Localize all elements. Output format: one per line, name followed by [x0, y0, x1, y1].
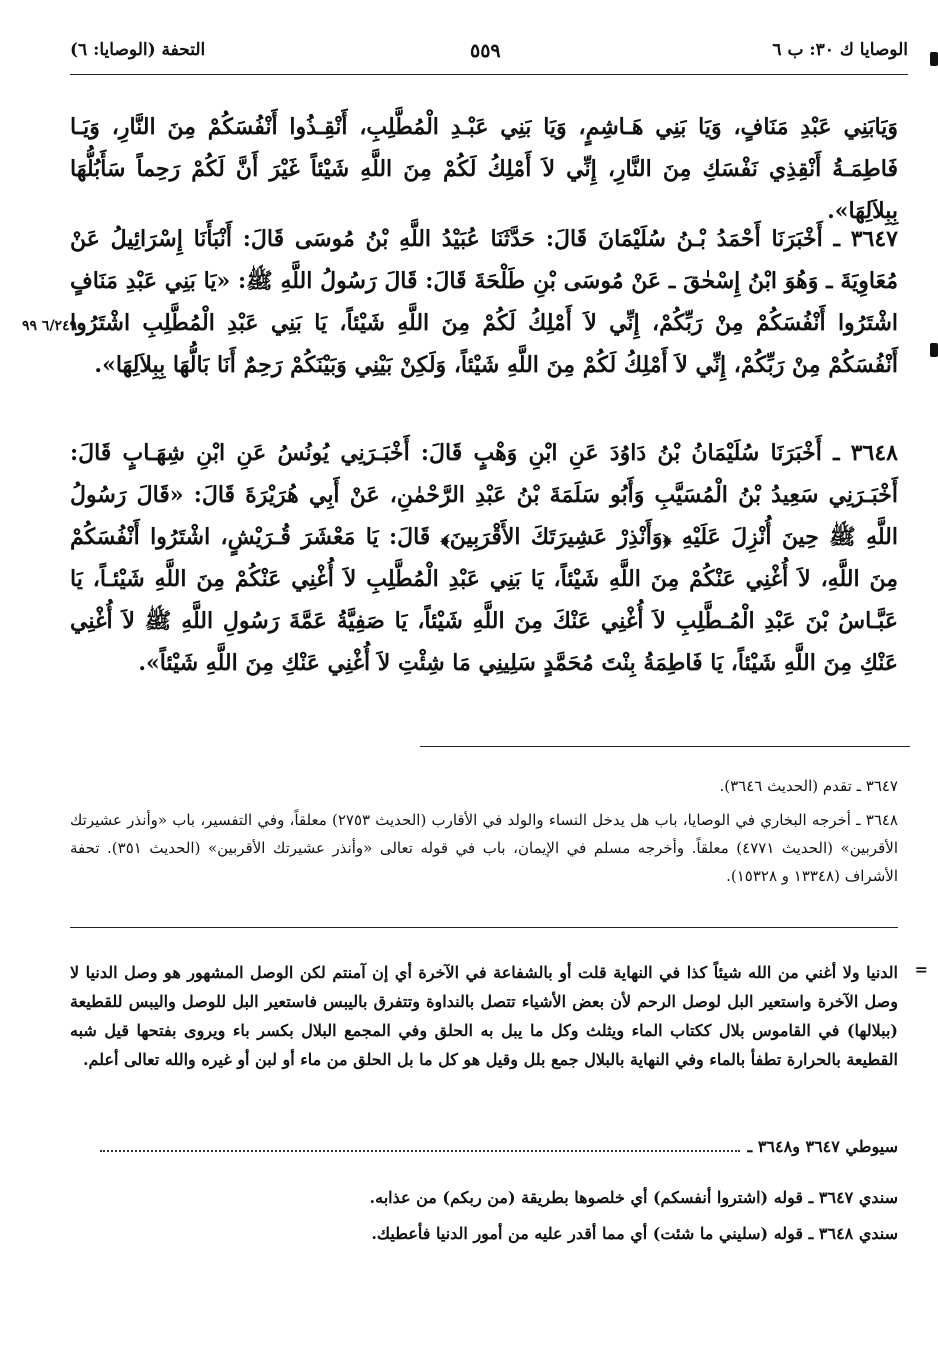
margin-reference: ٦/٢٤٩ ٩٩	[22, 318, 78, 334]
commentary-separator	[70, 927, 898, 928]
header-chapter: الوصايا ك ٣٠: ب ٦	[772, 40, 908, 60]
commentary-text: الدنيا ولا أغني من الله شيئاً كذا في النهاية قلت أو بالشفاعة في الآخرة أي إن آمنتم لكن الوصل المشهور هو وصل الدنيا لا وصل الآخرة واستعير البل لوصل الرحم لأن بعض الأشياء تتصل بالنداوة وتتفرق باليبس فاستعير البل للوصل واليبس للقطيعة (ببلالها) في القاموس بلال ككتاب الماء ويثلث وكل ما يبل به الحلق وفي المجمع البلال بكسر باء ويروى بفتحها قيل شبه القطيعة بالحرارة تطفأ بالماء وفي النهاية بالبلال جمع بلل وقيل هو كل ما بل الحلق من ماء أو لبن أو غيره والله تعالى أعلم.	[70, 963, 899, 1069]
page-edge-mark-top	[930, 52, 938, 66]
page-number: ٥٥٩	[470, 40, 501, 62]
sindi-note-3647: سندي ٣٦٤٧ ـ قوله (اشتروا أنفسكم) أي خلصوها بطريقة (من ربكم) من عذابه.	[369, 1188, 898, 1207]
header-tuhfa-ref: التحفة (الوصايا: ٦)	[70, 40, 206, 60]
footnote-3647: ٣٦٤٧ ـ تقدم (الحديث ٣٦٤٦).	[719, 777, 898, 795]
footnote-3648: ٣٦٤٨ ـ أخرجه البخاري في الوصايا، باب هل يدخل النساء والولد في الأقارب (الحديث ٢٧٥٣) معلقاً، وفي التفسير، باب «وأنذر عشيرتك الأقربين» (الحديث ٤٧٧١) معلقاً. وأخرجه مسلم في الإيمان، باب في قوله تعالى «وأنذر عشيرتك الأقربين» (الحديث ٣٥١). تحفة الأشراف (١٣٣٤٨ و ١٥٣٢٨).	[70, 811, 898, 885]
page-edge-mark-middle	[930, 343, 938, 357]
sindi-note-3648: سندي ٣٦٤٨ ـ قوله (سليني ما شئت) أي مما أقدر عليه من أمور الدنيا فأعطيك.	[371, 1224, 898, 1243]
hadith-3647: ٣٦٤٧ ـ أَخْبَرَنَا أَحْمَدُ بْـنُ سُلَيْمَانَ قَالَ: حَدَّثَنَا عُبَيْدُ اللَّهِ بْنُ مُوسَى قَالَ: أَنْبَأَنَا إِسْرَائِيلُ عَنْ مُعَاوِيَةَ ـ وَهُوَ ابْنُ إِسْحٰقَ ـ عَنْ مُوسَى بْنِ طَلْحَةَ قَالَ: قَالَ رَسُولُ اللَّهِ ﷺ: «يَا بَنِي عَبْدِ مَنَافٍ اشْتَرُوا أَنْفُسَكُمْ مِنْ رَبِّكُمْ، إِنِّي لاَ أَمْلِكُ لَكُمْ مِنَ اللَّهِ شَيْئاً، يَا بَنِي عَبْدِ الْمُطَّلِبِ اشْتَرُوا أَنْفُسَكُمْ مِنْ رَبِّكُمْ، إِنِّي لاَ أَمْلِكُ لَكُمْ مِنَ اللَّهِ شَيْئاً، وَلَكِنْ بَيْنِي وَبَيْنَكُمْ رَحِمٌ أَنَا بَالُّهَا بِبِلاَلِهَا».	[70, 226, 898, 378]
footnote-separator	[420, 746, 910, 747]
suyuti-note: سيوطي ٣٦٤٧ و٣٦٤٨ ـ	[747, 1137, 898, 1156]
hadith-3648: ٣٦٤٨ ـ أَخْبَرَنَا سُلَيْمَانُ بْنُ دَاوُدَ عَنِ ابْنِ وَهْبٍ قَالَ: أَخْبَـرَنِي يُونُسُ عَنِ ابْنِ شِهَـابٍ قَالَ: أَخْبَـرَنِي سَعِيدُ بْنُ الْمُسَيَّبِ وَأَبُو سَلَمَةَ بْنُ عَبْدِ الرَّحْمٰنِ، عَنْ أَبِي هُرَيْرَةَ قَالَ: «قَالَ رَسُولُ اللَّهِ ﷺ حِينَ أُنْزِلَ عَلَيْهِ ﴿وَأَنْذِرْ عَشِيرَتَكَ الأَقْرَبِينَ﴾ قَالَ: يَا مَعْشَرَ قُـرَيْشٍ، اشْتَرُوا أَنْفُسَكُمْ مِنَ اللَّهِ، لاَ أُغْنِي عَنْكُمْ مِنَ اللَّهِ شَيْئاً، يَا بَنِي عَبْدِ الْمُطَّلِبِ لاَ أُغْنِي عَنْكُمْ مِنَ اللَّهِ شَيْئـاً، يَا عَبَّـاسُ بْنَ عَبْدِ الْمُـطَّلِبِ لاَ أُغْنِي عَنْكَ مِنَ اللَّهِ شَيْئاً، يَا صَفِيَّةُ عَمَّةَ رَسُولِ اللَّهِ ﷺ لاَ أُغْنِي عَنْكِ مِنَ اللَّهِ شَيْئاً، يَا فَاطِمَةُ بِنْتَ مُحَمَّدٍ سَلِينِي مَا شِئْتِ لاَ أُغْنِي عَنْكِ مِنَ اللَّهِ شَيْئاً».	[70, 440, 898, 676]
page-header	[70, 40, 908, 70]
continuation-marker: =	[914, 960, 928, 979]
dotted-leader	[100, 1150, 740, 1152]
header-rule	[70, 74, 908, 75]
main-text-p1: وَيَابَنِي عَبْدِ مَنَافٍ، وَيَا بَنِي هَـاشِمٍ، وَيَا بَنِي عَبْـدِ الْمُطَّلِبِ، أَنْقِـذُوا أَنْفُسَكُمْ مِنَ النَّارِ، وَيَـا فَاطِمَـةُ أَنْقِذِي نَفْسَكِ مِنَ النَّارِ، إِنِّي لاَ أَمْلِكُ لَكُمْ مِنَ اللَّهِ شَيْئاً غَيْرَ أَنَّ لَكُمْ رَحِماً سَأَبُلُّهَا بِبِلاَلِهَا».	[70, 114, 899, 224]
